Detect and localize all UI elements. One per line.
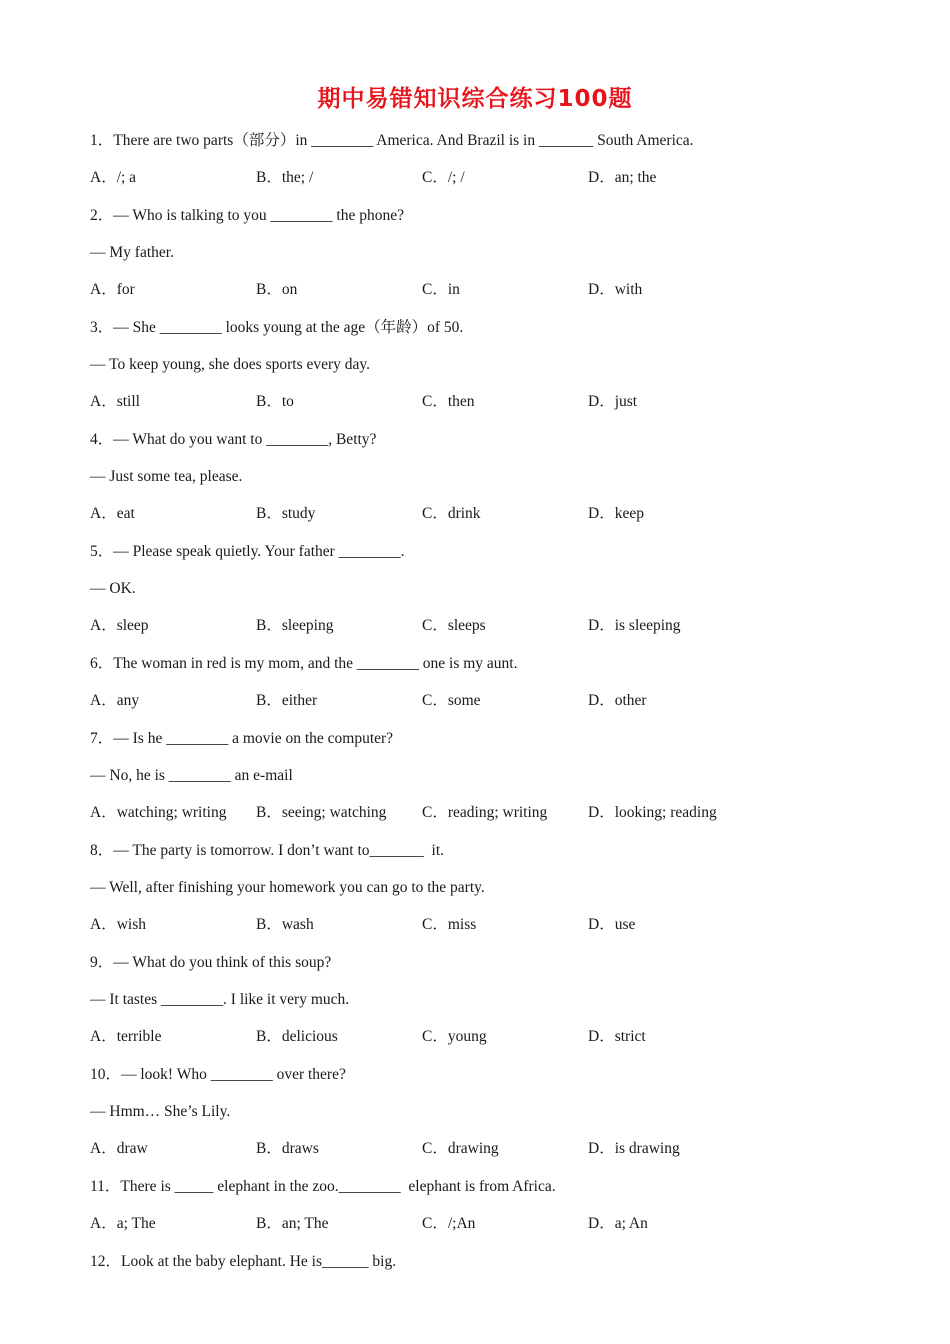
question-response: — To keep young, she does sports every day. (90, 356, 371, 373)
page-title: 期中易错知识综合练习100题 (317, 86, 633, 112)
option-c[interactable]: C．young (422, 1028, 487, 1045)
option-c[interactable]: C．drawing (422, 1140, 499, 1157)
question-stem: 4．— What do you want to ________, Betty? (90, 431, 377, 448)
option-c[interactable]: C．miss (422, 916, 477, 933)
option-b[interactable]: B．seeing; watching (256, 804, 387, 821)
option-d[interactable]: D．keep (588, 505, 644, 522)
option-a[interactable]: A．for (90, 281, 135, 298)
option-c[interactable]: C．/; / (422, 169, 465, 186)
question-response: — My father. (90, 244, 174, 261)
option-d[interactable]: D．an; the (588, 169, 657, 186)
option-row (90, 1025, 850, 1049)
question-response: — Hmm… She’s Lily. (90, 1103, 231, 1120)
question-stem: 8．— The party is tomorrow. I don’t want to_______ it. (90, 842, 445, 859)
question-stem: 7．— Is he ________ a movie on the computer? (90, 730, 394, 747)
question-stem: 3．— She ________ looks young at the age（年龄）of 50. (90, 319, 464, 336)
option-d[interactable]: D．strict (588, 1028, 646, 1045)
option-a[interactable]: A．wish (90, 916, 146, 933)
question-stem: 6．The woman in red is my mom, and the ________ one is my aunt. (90, 655, 518, 672)
question-response: — Just some tea, please. (90, 468, 243, 485)
option-row (90, 278, 850, 302)
option-d[interactable]: D．other (588, 692, 647, 709)
question-response: — No, he is ________ an e-mail (90, 767, 293, 784)
option-d[interactable]: D．use (588, 916, 636, 933)
option-a[interactable]: A．terrible (90, 1028, 162, 1045)
option-a[interactable]: A．any (90, 692, 140, 709)
option-b[interactable]: B．the; / (256, 169, 314, 186)
option-row (90, 166, 850, 190)
option-c[interactable]: C．drink (422, 505, 481, 522)
option-b[interactable]: B．sleeping (256, 617, 334, 634)
option-a[interactable]: A．eat (90, 505, 135, 522)
question-response: — Well, after finishing your homework you can go to the party. (90, 879, 485, 896)
option-row (90, 1137, 850, 1161)
question-stem: 10．— look! Who ________ over there? (90, 1066, 346, 1083)
option-row (90, 390, 850, 414)
option-b[interactable]: B．on (256, 281, 298, 298)
option-d[interactable]: D．looking; reading (588, 804, 717, 821)
option-b[interactable]: B．an; The (256, 1215, 329, 1232)
question-stem: 11．There is _____ elephant in the zoo.________ elephant is from Africa. (90, 1178, 556, 1195)
option-d[interactable]: D．just (588, 393, 638, 410)
option-b[interactable]: B．wash (256, 916, 314, 933)
option-row (90, 801, 850, 825)
option-row (90, 614, 850, 638)
option-b[interactable]: B．either (256, 692, 318, 709)
option-a[interactable]: A．a; The (90, 1215, 156, 1232)
option-row (90, 913, 850, 937)
question-stem: 9．— What do you think of this soup? (90, 954, 332, 971)
option-row (90, 502, 850, 526)
question-response: — It tastes ________. I like it very much. (90, 991, 350, 1008)
option-b[interactable]: B．to (256, 393, 294, 410)
option-a[interactable]: A．draw (90, 1140, 148, 1157)
option-c[interactable]: C．sleeps (422, 617, 486, 634)
option-b[interactable]: B．delicious (256, 1028, 338, 1045)
option-row (90, 689, 850, 713)
option-a[interactable]: A．sleep (90, 617, 149, 634)
option-a[interactable]: A．watching; writing (90, 804, 227, 821)
option-d[interactable]: D．is sleeping (588, 617, 681, 634)
option-c[interactable]: C．in (422, 281, 460, 298)
question-stem: 1．There are two parts（部分）in ________ America. And Brazil is in _______ South America. (90, 132, 694, 149)
question-response: — OK. (90, 580, 136, 597)
option-b[interactable]: B．study (256, 505, 316, 522)
option-a[interactable]: A．/; a (90, 169, 137, 186)
question-stem: 5．— Please speak quietly. Your father ________. (90, 543, 405, 560)
option-d[interactable]: D．is drawing (588, 1140, 680, 1157)
option-c[interactable]: C．/;An (422, 1215, 476, 1232)
option-row (90, 1212, 850, 1236)
option-a[interactable]: A．still (90, 393, 140, 410)
option-d[interactable]: D．with (588, 281, 643, 298)
question-stem: 2．— Who is talking to you ________ the phone? (90, 207, 404, 224)
option-c[interactable]: C．then (422, 393, 475, 410)
option-c[interactable]: C．reading; writing (422, 804, 548, 821)
option-b[interactable]: B．draws (256, 1140, 319, 1157)
question-stem: 12．Look at the baby elephant. He is______ big. (90, 1253, 397, 1270)
option-c[interactable]: C．some (422, 692, 481, 709)
option-d[interactable]: D．a; An (588, 1215, 648, 1232)
